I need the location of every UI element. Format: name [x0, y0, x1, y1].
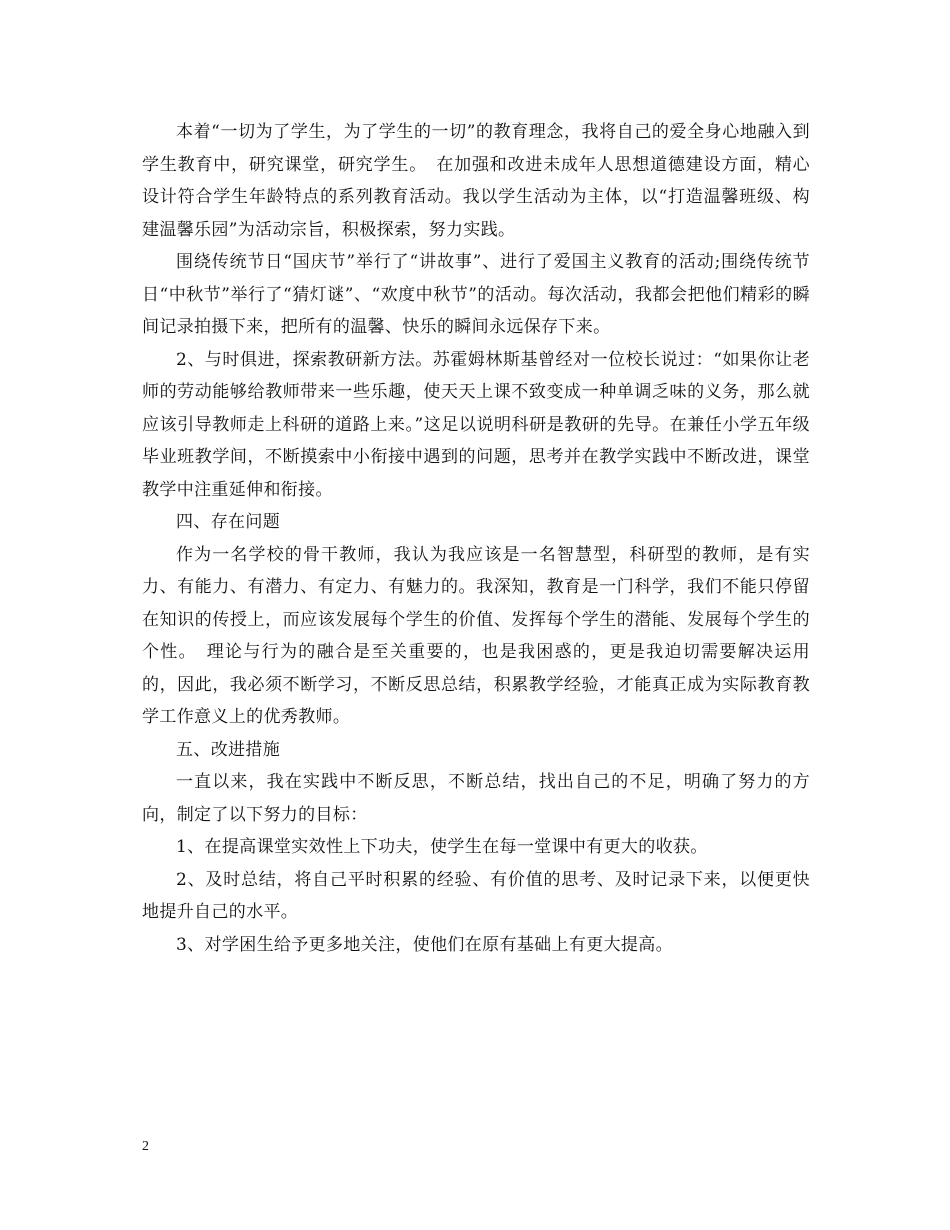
- document-body: [142, 116, 810, 961]
- list-item-goal-2: 2、及时总结，将自己平时积累的经验、有价值的思考、及时记录下来，以便更快地提升自己的水平。: [142, 869, 810, 922]
- paragraph-improvements-intro: 一直以来，我在实践中不断反思，不断总结，找出自己的不足，明确了努力的方向，制定了以下努力的目标：: [142, 772, 810, 825]
- section-heading-problems: 四、存在问题: [176, 512, 281, 532]
- paragraph-festivals: 围绕传统节日“国庆节”举行了“讲故事”、进行了爱国主义教育的活动;围绕传统节日“中秋节”举行了“猜灯谜”、“欢度中秋节”的活动。每次活动，我都会把他们精彩的瞬间记录拍摄下来，把所有的温馨、快乐的瞬间永远保存下来。: [142, 252, 810, 337]
- page-number: 2: [142, 1139, 149, 1154]
- section-heading-improvements: 五、改进措施: [176, 739, 281, 760]
- list-item-goal-1: 1、在提高课堂实效性上下功夫，使学生在每一堂课中有更大的收获。: [176, 837, 708, 857]
- list-item-goal-3: 3、对学困生给予更多地关注，使他们在原有基础上有更大提高。: [176, 934, 673, 955]
- paragraph-problems: 作为一名学校的骨干教师，我认为我应该是一名智慧型，科研型的教师，是有实力、有能力、有潜力、有定力、有魅力的。我深知，教育是一门科学，我们不能只停留在知识的传授上，而应该发展每个学生的价值、发挥每个学生的潜能、发展每个学生的个性。 理论与行为的融合是至关重要的，也是我困惑的，更是我迫切需要解决运用的，因此，我必须不断学习，不断反思总结，积累教学经验，才能真正成为实际教育教学工作意义上的优秀教师。: [142, 544, 810, 727]
- paragraph-research: 2、与时俱进，探索教研新方法。苏霍姆林斯基曾经对一位校长说过：“如果你让老师的劳动能够给教师带来一些乐趣，使天天上课不致变成一种单调乏味的义务，那么就应该引导教师走上科研的道路上来。”这足以说明科研是教研的先导。在兼任小学五年级毕业班教学间，不断摸索中小衔接中遇到的问题，思考并在教学实践中不断改进，课堂教学中注重延伸和衔接。: [142, 349, 810, 500]
- paragraph-intro: 本着“一切为了学生，为了学生的一切”的教育理念，我将自己的爱全身心地融入到学生教育中，研究课堂，研究学生。 在加强和改进未成年人思想道德建设方面，精心设计符合学生年龄特点的系列教育活动。我以学生活动为主体，以“打造温馨班级、构建温馨乐园”为活动宗旨，积极探索，努力实践。: [142, 122, 810, 240]
